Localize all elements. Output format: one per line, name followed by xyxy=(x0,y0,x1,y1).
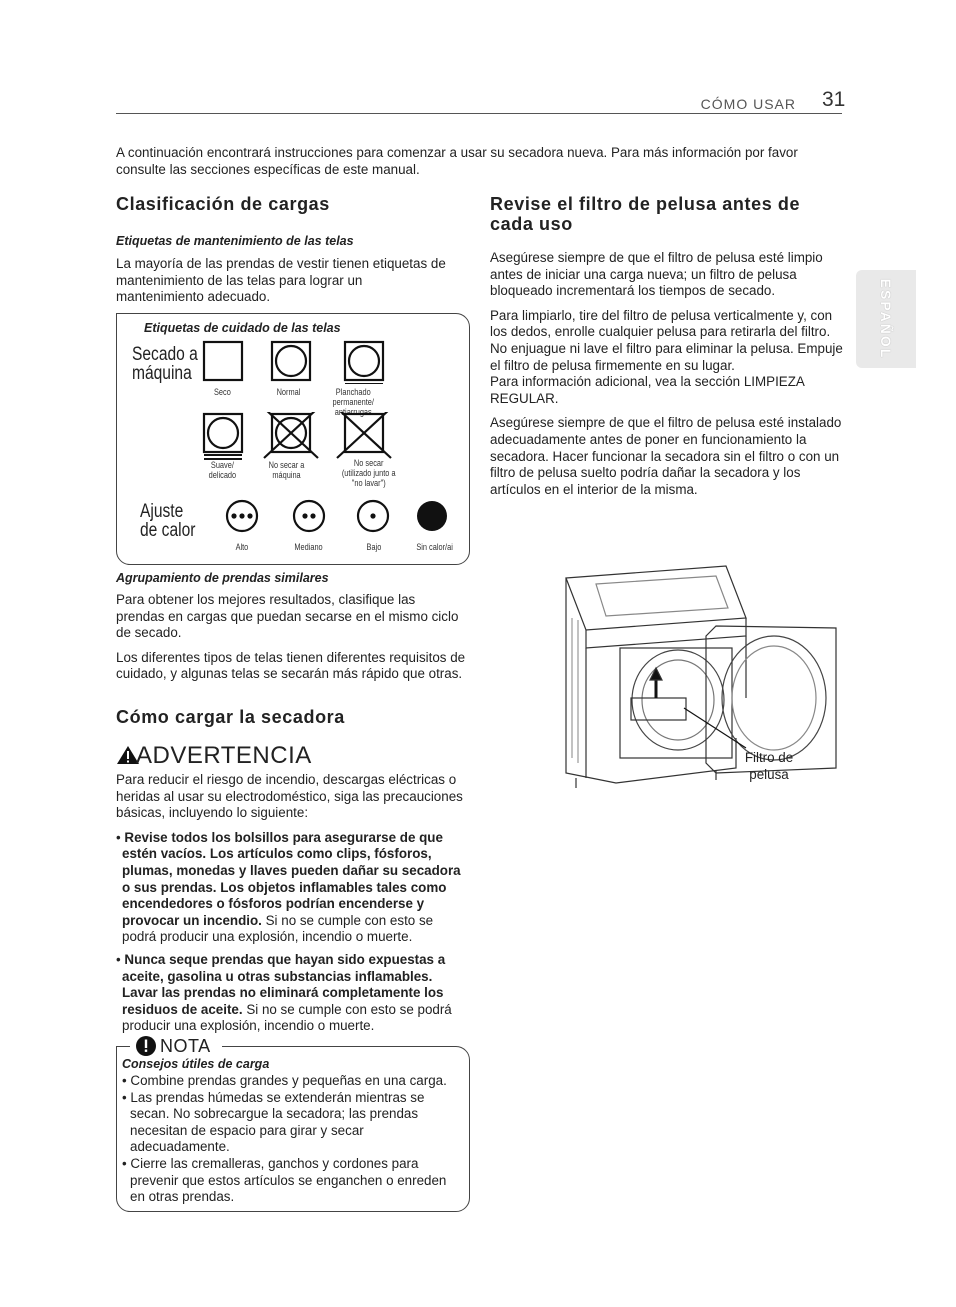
header-rule xyxy=(116,113,842,114)
section-title: CÓMO USAR xyxy=(700,96,796,112)
heat-setting-label: Ajuste de calor xyxy=(140,501,196,541)
dry-permanent-press-icon xyxy=(345,342,383,380)
dry-delicate-icon xyxy=(204,414,242,452)
lint-filter-label: Filtro de pelusa xyxy=(744,750,794,782)
symbol-label-seco: Seco xyxy=(213,387,231,397)
sorting-heading: Clasificación de cargas xyxy=(116,194,330,214)
no-heat-icon xyxy=(417,501,447,531)
dry-square-icon xyxy=(204,342,242,380)
dry-normal-icon xyxy=(272,342,310,380)
note-title: NOTA xyxy=(160,1036,211,1056)
loading-heading: Cómo cargar la secadora xyxy=(116,707,345,727)
info-icon xyxy=(135,1035,157,1057)
heat-label-low: Bajo xyxy=(366,542,382,552)
lint-filter-heading: Revise el filtro de pelusa antes de cada uso xyxy=(490,194,801,234)
dry-symbols-row1 xyxy=(200,340,450,384)
symbol-label-normal: Normal xyxy=(276,387,301,397)
note-subtitle: Consejos útiles de carga xyxy=(122,1057,270,1071)
page-number: 31 xyxy=(822,88,846,111)
heat-label-high: Alto xyxy=(235,542,249,552)
list-item: • Las prendas húmedas se extenderán mientras se secan. No sobrecargue la secadora; las prendas necesitan de espacio para girar y secar adecuadamente. xyxy=(122,1089,425,1155)
symbol-label-no-machine: No secar a máquina xyxy=(268,460,305,480)
labels-subheading: Etiquetas de mantenimiento de las telas xyxy=(116,234,354,248)
symbol-label-delicate: Suave/ delicado xyxy=(208,460,237,480)
heat-medium-icon xyxy=(294,501,324,531)
symbol-label-permanent: Planchado permanente/ antiarrugas xyxy=(332,387,374,417)
symbol-label-no-dry: No secar (utilizado junto a "no lavar") xyxy=(341,458,396,488)
warning-body: Para reducir el riesgo de incendio, descargas eléctricas o heridas al usar su electrodoméstico, siga las precauciones básicas, incluyendo lo siguiente: • Revise todos los bolsillos para asegurarse de que estén vacíos. Los artículos como clips, fósforos, plumas, monedas y llaves pueden dañar su secadora o sus prendas. Los objetos inflamables tales como encendedores o fósforos podrían encenderse y provocar un incendio. Si no se cumple con esto se podrá producir una explosión, incendio o muerte. • Nunca seque prendas que hayan sido expuestas a aceite, gasolina u otras substancias inflamables. Lavar las prendas no eliminará completamente los residuos de aceite. Si no se cumple con esto se podrá producir una explosión, incendio o muerte. xyxy=(116,772,463,1034)
labels-text: La mayoría de las prendas de vestir tienen etiquetas de mantenimiento de las telas para lograr un mantenimiento adecuado. xyxy=(116,256,446,305)
machine-dry-label: Secado a máquina xyxy=(132,344,198,384)
heat-symbols xyxy=(222,496,452,536)
dry-symbols-row2 xyxy=(200,412,450,460)
care-box-title: Etiquetas de cuidado de las telas xyxy=(144,321,341,335)
warning-title: ADVERTENCIA xyxy=(136,742,312,769)
list-item: • Combine prendas grandes y pequeñas en una carga. xyxy=(122,1073,447,1088)
lint-filter-text: Asegúrese siempre de que el filtro de pelusa esté limpio antes de iniciar una carga nueva; un filtro de pelusa bloqueado incrementará los tiempos de secado. Para limpiarlo, tire del filtro de pelusa verticalmente y, con los dedos, enrolle cualquier pelusa para retirarla del filtro. No enjuague ni lave el filtro para eliminar la pelusa. Empuje el filtro de pelusa firmemente en su lugar. Para información adicional, vea la sección LIMPIEZA REGULAR. Asegúrese siempre de que el filtro de pelusa esté instalado adecuadamente antes de poner en funcionamiento la secadora. Hacer funcionar la secadora sin el filtro o con un filtro de pelusa suelto podría dañar la secadora y los artículos en el interior de la misma. xyxy=(490,250,843,497)
group-subheading: Agrupamiento de prendas similares xyxy=(116,571,329,585)
note-list xyxy=(122,1073,462,1206)
heat-label-none: Sin calor/ai xyxy=(416,542,453,552)
heat-label-medium: Mediano xyxy=(294,542,323,552)
language-tab: ESPAÑOL xyxy=(856,270,916,368)
list-item: • Cierre las cremalleras, ganchos y cordones para prevenir que estos artículos se enganchen o enreden en otras prendas. xyxy=(122,1155,447,1205)
group-text: Para obtener los mejores resultados, clasifique las prendas en cargas que puedan secarse en el mismo ciclo de secado. Los diferentes tipos de telas tienen diferentes requisitos de cuidado, y algunas telas se secarán más rápido que otras. xyxy=(116,592,466,682)
intro-text: A continuación encontrará instrucciones para comenzar a usar su secadora nueva. Para más información por favor consulte las secciones específicas de este manual. xyxy=(116,145,798,177)
